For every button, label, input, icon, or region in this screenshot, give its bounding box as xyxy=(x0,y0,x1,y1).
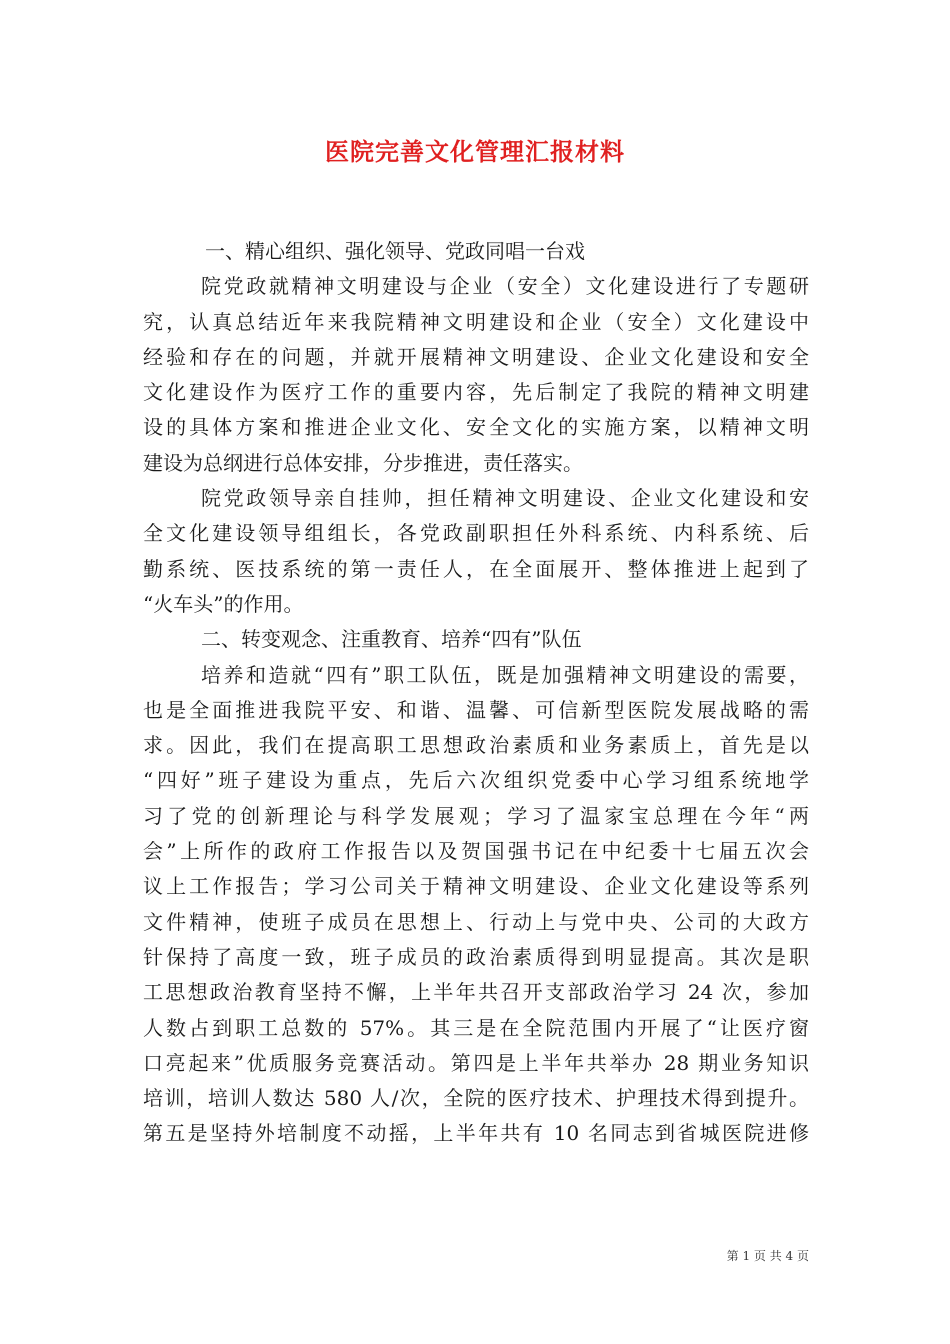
paragraph-line: “火车头”的作用。 xyxy=(143,591,304,616)
section-heading-1: 一、精心组织、强化领导、党政同唱一台戏 xyxy=(205,239,585,263)
paragraph-line: 建设为总纲进行总体安排，分步推进，责任落实。 xyxy=(143,450,583,475)
paragraph-line: 议上工作报告；学习公司关于精神文明建设、企业文化建设等系列 xyxy=(143,874,809,899)
paragraph-line: 院党政领导亲自挂帅，担任精神文明建设、企业文化建设和安 xyxy=(201,486,809,511)
paragraph-line: 究，认真总结近年来我院精神文明建设和企业（安全）文化建设中 xyxy=(143,309,809,334)
paragraph-line: 求。因此，我们在提高职工思想政治素质和业务素质上，首先是以 xyxy=(143,733,809,758)
paragraph-line: 勤系统、医技系统的第一责任人，在全面展开、整体推进上起到了 xyxy=(143,556,809,581)
paragraph-line: 也是全面推进我院平安、和谐、温馨、可信新型医院发展战略的需 xyxy=(143,697,809,722)
paragraph-line: 培训，培训人数达 580 人/次，全院的医疗技术、护理技术得到提升。 xyxy=(143,1086,809,1111)
paragraph-line: 院党政就精神文明建设与企业（安全）文化建设进行了专题研 xyxy=(201,274,809,299)
paragraph-line: 全文化建设领导组组长，各党政副职担任外科系统、内科系统、后 xyxy=(143,521,809,546)
document-title: 医院完善文化管理汇报材料 xyxy=(325,137,625,166)
paragraph-line: 文件精神，使班子成员在思想上、行动上与党中央、公司的大政方 xyxy=(143,909,809,934)
paragraph-line: 设的具体方案和推进企业文化、安全文化的实施方案，以精神文明 xyxy=(143,415,809,440)
paragraph-line: 会”上所作的政府工作报告以及贺国强书记在中纪委十七届五次会 xyxy=(143,839,809,864)
page-number-footer: 第 1 页 共 4 页 xyxy=(726,1249,809,1263)
paragraph-line: 培养和造就“四有”职工队伍，既是加强精神文明建设的需要， xyxy=(201,662,809,687)
paragraph-line: 口亮起来”优质服务竞赛活动。第四是上半年共举办 28 期业务知识 xyxy=(143,1050,809,1075)
paragraph-line: “四好”班子建设为重点，先后六次组织党委中心学习组系统地学 xyxy=(143,768,809,793)
paragraph-line: 第五是坚持外培制度不动摇，上半年共有 10 名同志到省城医院进修 xyxy=(143,1121,809,1146)
paragraph-line: 习了党的创新理论与科学发展观；学习了温家宝总理在今年“两 xyxy=(143,803,809,828)
section-heading-2: 二、转变观念、注重教育、培养“四有”队伍 xyxy=(201,627,582,652)
paragraph-line: 人数占到职工总数的 57%。其三是在全院范围内开展了“让医疗窗 xyxy=(143,1015,809,1040)
paragraph-line: 针保持了高度一致，班子成员的政治素质得到明显提高。其次是职 xyxy=(143,944,809,969)
paragraph-line: 文化建设作为医疗工作的重要内容，先后制定了我院的精神文明建 xyxy=(143,380,809,405)
paragraph-line: 工思想政治教育坚持不懈，上半年共召开支部政治学习 24 次，参加 xyxy=(143,980,809,1005)
paragraph-line: 经验和存在的问题，并就开展精神文明建设、企业文化建设和安全 xyxy=(143,344,809,369)
document-body xyxy=(143,234,809,1152)
